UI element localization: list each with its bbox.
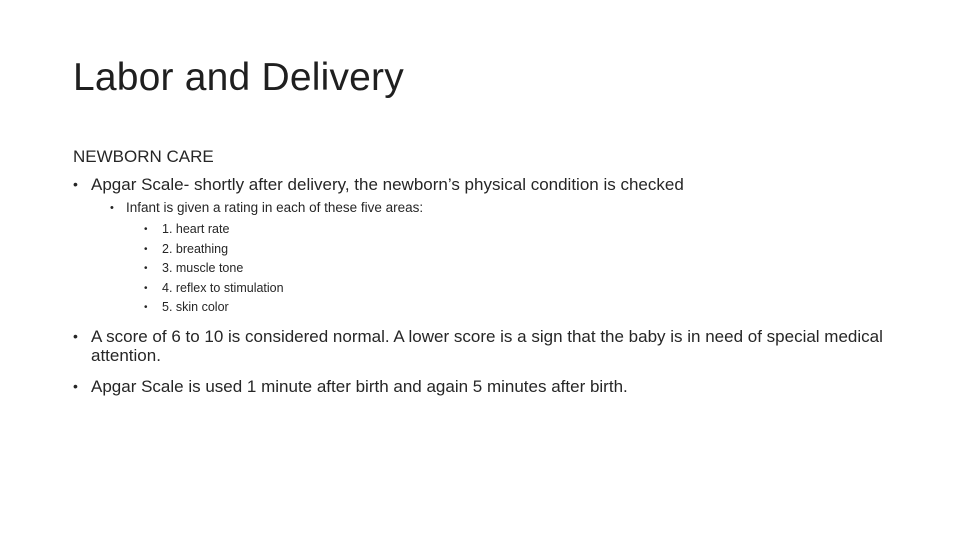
list-item xyxy=(144,240,903,260)
area-text: 1. heart rate xyxy=(162,222,230,236)
bullet-icon: • xyxy=(144,243,148,255)
area-text: 4. reflex to stimulation xyxy=(162,280,284,295)
list-item xyxy=(144,298,903,318)
bullet-apgar-timing xyxy=(73,377,903,396)
list-item xyxy=(144,279,903,299)
sub-bullet-text: Infant is given a rating in each of these five areas: xyxy=(126,200,424,215)
bullet-text: A score of 6 to 10 is considered normal. A lower score is a sign that the baby is in need of special medical attention. xyxy=(91,326,883,365)
bullet-icon: • xyxy=(73,176,78,192)
bullet-text: Apgar Scale is used 1 minute after birth and again 5 minutes after birth. xyxy=(91,376,628,396)
sub-bullet-rating xyxy=(110,200,903,216)
bullet-icon: • xyxy=(144,282,148,294)
slide-title: Labor and Delivery xyxy=(73,56,404,99)
list-item xyxy=(144,259,903,279)
bullet-icon: • xyxy=(73,327,78,344)
area-text: 5. skin color xyxy=(162,300,229,314)
list-item xyxy=(144,220,903,240)
area-text: 2. breathing xyxy=(162,241,229,256)
bullet-text: Apgar Scale- shortly after delivery, the newborn’s physical condition is checked xyxy=(91,175,684,194)
slide-body xyxy=(73,146,903,396)
apgar-areas-list xyxy=(144,220,903,318)
bullet-apgar-definition xyxy=(73,175,903,194)
bullet-icon: • xyxy=(144,224,148,235)
bullet-score-normal xyxy=(73,327,903,365)
section-heading: NEWBORN CARE xyxy=(73,147,214,166)
bullet-icon: • xyxy=(144,263,148,274)
bullet-icon: • xyxy=(110,202,114,214)
area-text: 3. muscle tone xyxy=(162,261,244,275)
bullet-icon: • xyxy=(73,377,78,394)
bullet-icon: • xyxy=(144,302,148,313)
